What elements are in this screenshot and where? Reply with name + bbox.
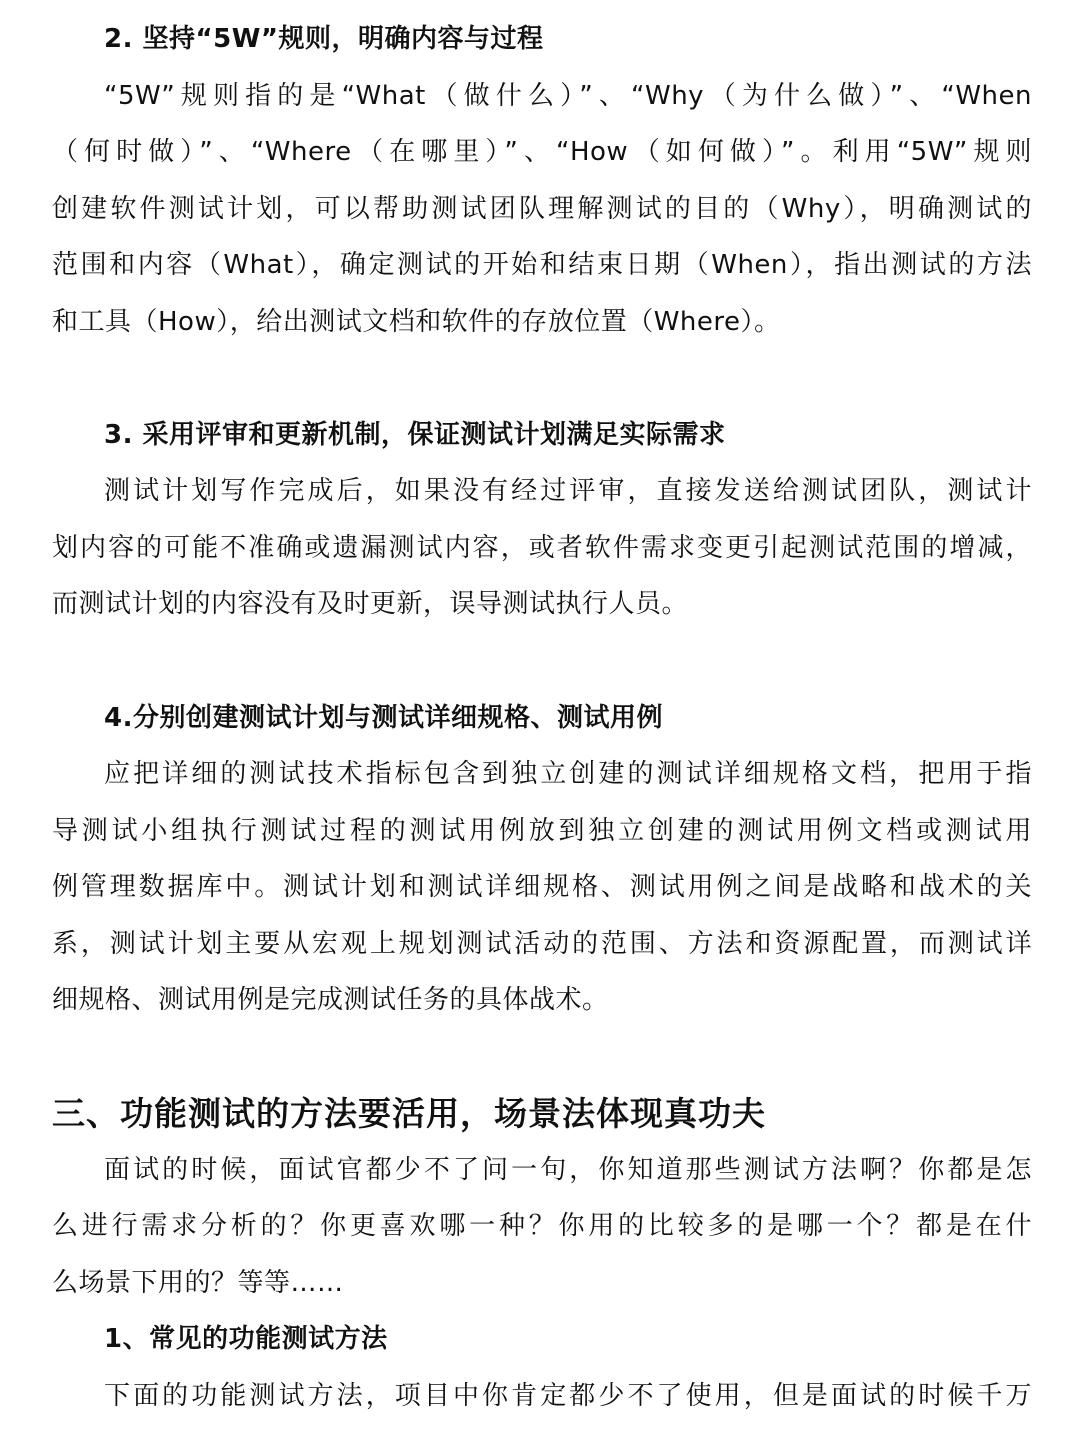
section-3-line-3: 而测试计划的内容没有及时更新，误导测试执行人员。 xyxy=(52,589,689,619)
section-2-line-2: （何时做）”、“Where（在哪里）”、“How（如何做）”。利用“5W”规则 xyxy=(52,137,1032,167)
section-4-line-1: 应把详细的测试技术指标包含到独立创建的测试详细规格文档，把用于指 xyxy=(104,759,1032,789)
part-3-line-3: 么场景下用的？等等…… xyxy=(52,1268,344,1298)
part-3-sub-1-line-1: 下面的功能测试方法，项目中你肯定都少不了使用，但是面试的时候千万 xyxy=(104,1381,1032,1411)
part-3-title: 三、功能测试的方法要活用，场景法体现真功夫 xyxy=(52,1094,766,1133)
section-2-line-3: 创建软件测试计划，可以帮助测试团队理解测试的目的（Why），明确测试的 xyxy=(52,194,1032,224)
section-2-line-4: 范围和内容（What），确定测试的开始和结束日期（When），指出测试的方法 xyxy=(52,250,1032,280)
section-4-line-4: 系，测试计划主要从宏观上规划测试活动的范围、方法和资源配置，而测试详 xyxy=(52,929,1032,959)
section-4-line-5: 细规格、测试用例是完成测试任务的具体战术。 xyxy=(52,985,609,1015)
section-2-heading: 2. 坚持“5W”规则，明确内容与过程 xyxy=(104,24,544,54)
section-2-line-5: 和工具（How），给出测试文档和软件的存放位置（Where）。 xyxy=(52,307,781,337)
section-4-heading: 4.分别创建测试计划与测试详细规格、测试用例 xyxy=(104,703,663,733)
section-3-line-2: 划内容的可能不准确或遗漏测试内容，或者软件需求变更引起测试范围的增减， xyxy=(52,533,1032,563)
section-3-line-1: 测试计划写作完成后，如果没有经过评审，直接发送给测试团队，测试计 xyxy=(104,476,1032,506)
section-2-line-1: “5W”规则指的是“What（做什么）”、“Why（为什么做）”、“When xyxy=(104,81,1032,111)
section-4-line-2: 导测试小组执行测试过程的测试用例放到独立创建的测试用例文档或测试用 xyxy=(52,816,1032,846)
part-3-sub-1-heading: 1、常见的功能测试方法 xyxy=(104,1324,388,1354)
part-3-line-1: 面试的时候，面试官都少不了问一句，你知道那些测试方法啊？你都是怎 xyxy=(104,1155,1032,1185)
section-3-heading: 3. 采用评审和更新机制，保证测试计划满足实际需求 xyxy=(104,420,726,450)
part-3-line-2: 么进行需求分析的？你更喜欢哪一种？你用的比较多的是哪一个？都是在什 xyxy=(52,1211,1032,1241)
section-4-line-3: 例管理数据库中。测试计划和测试详细规格、测试用例之间是战略和战术的关 xyxy=(52,872,1032,902)
